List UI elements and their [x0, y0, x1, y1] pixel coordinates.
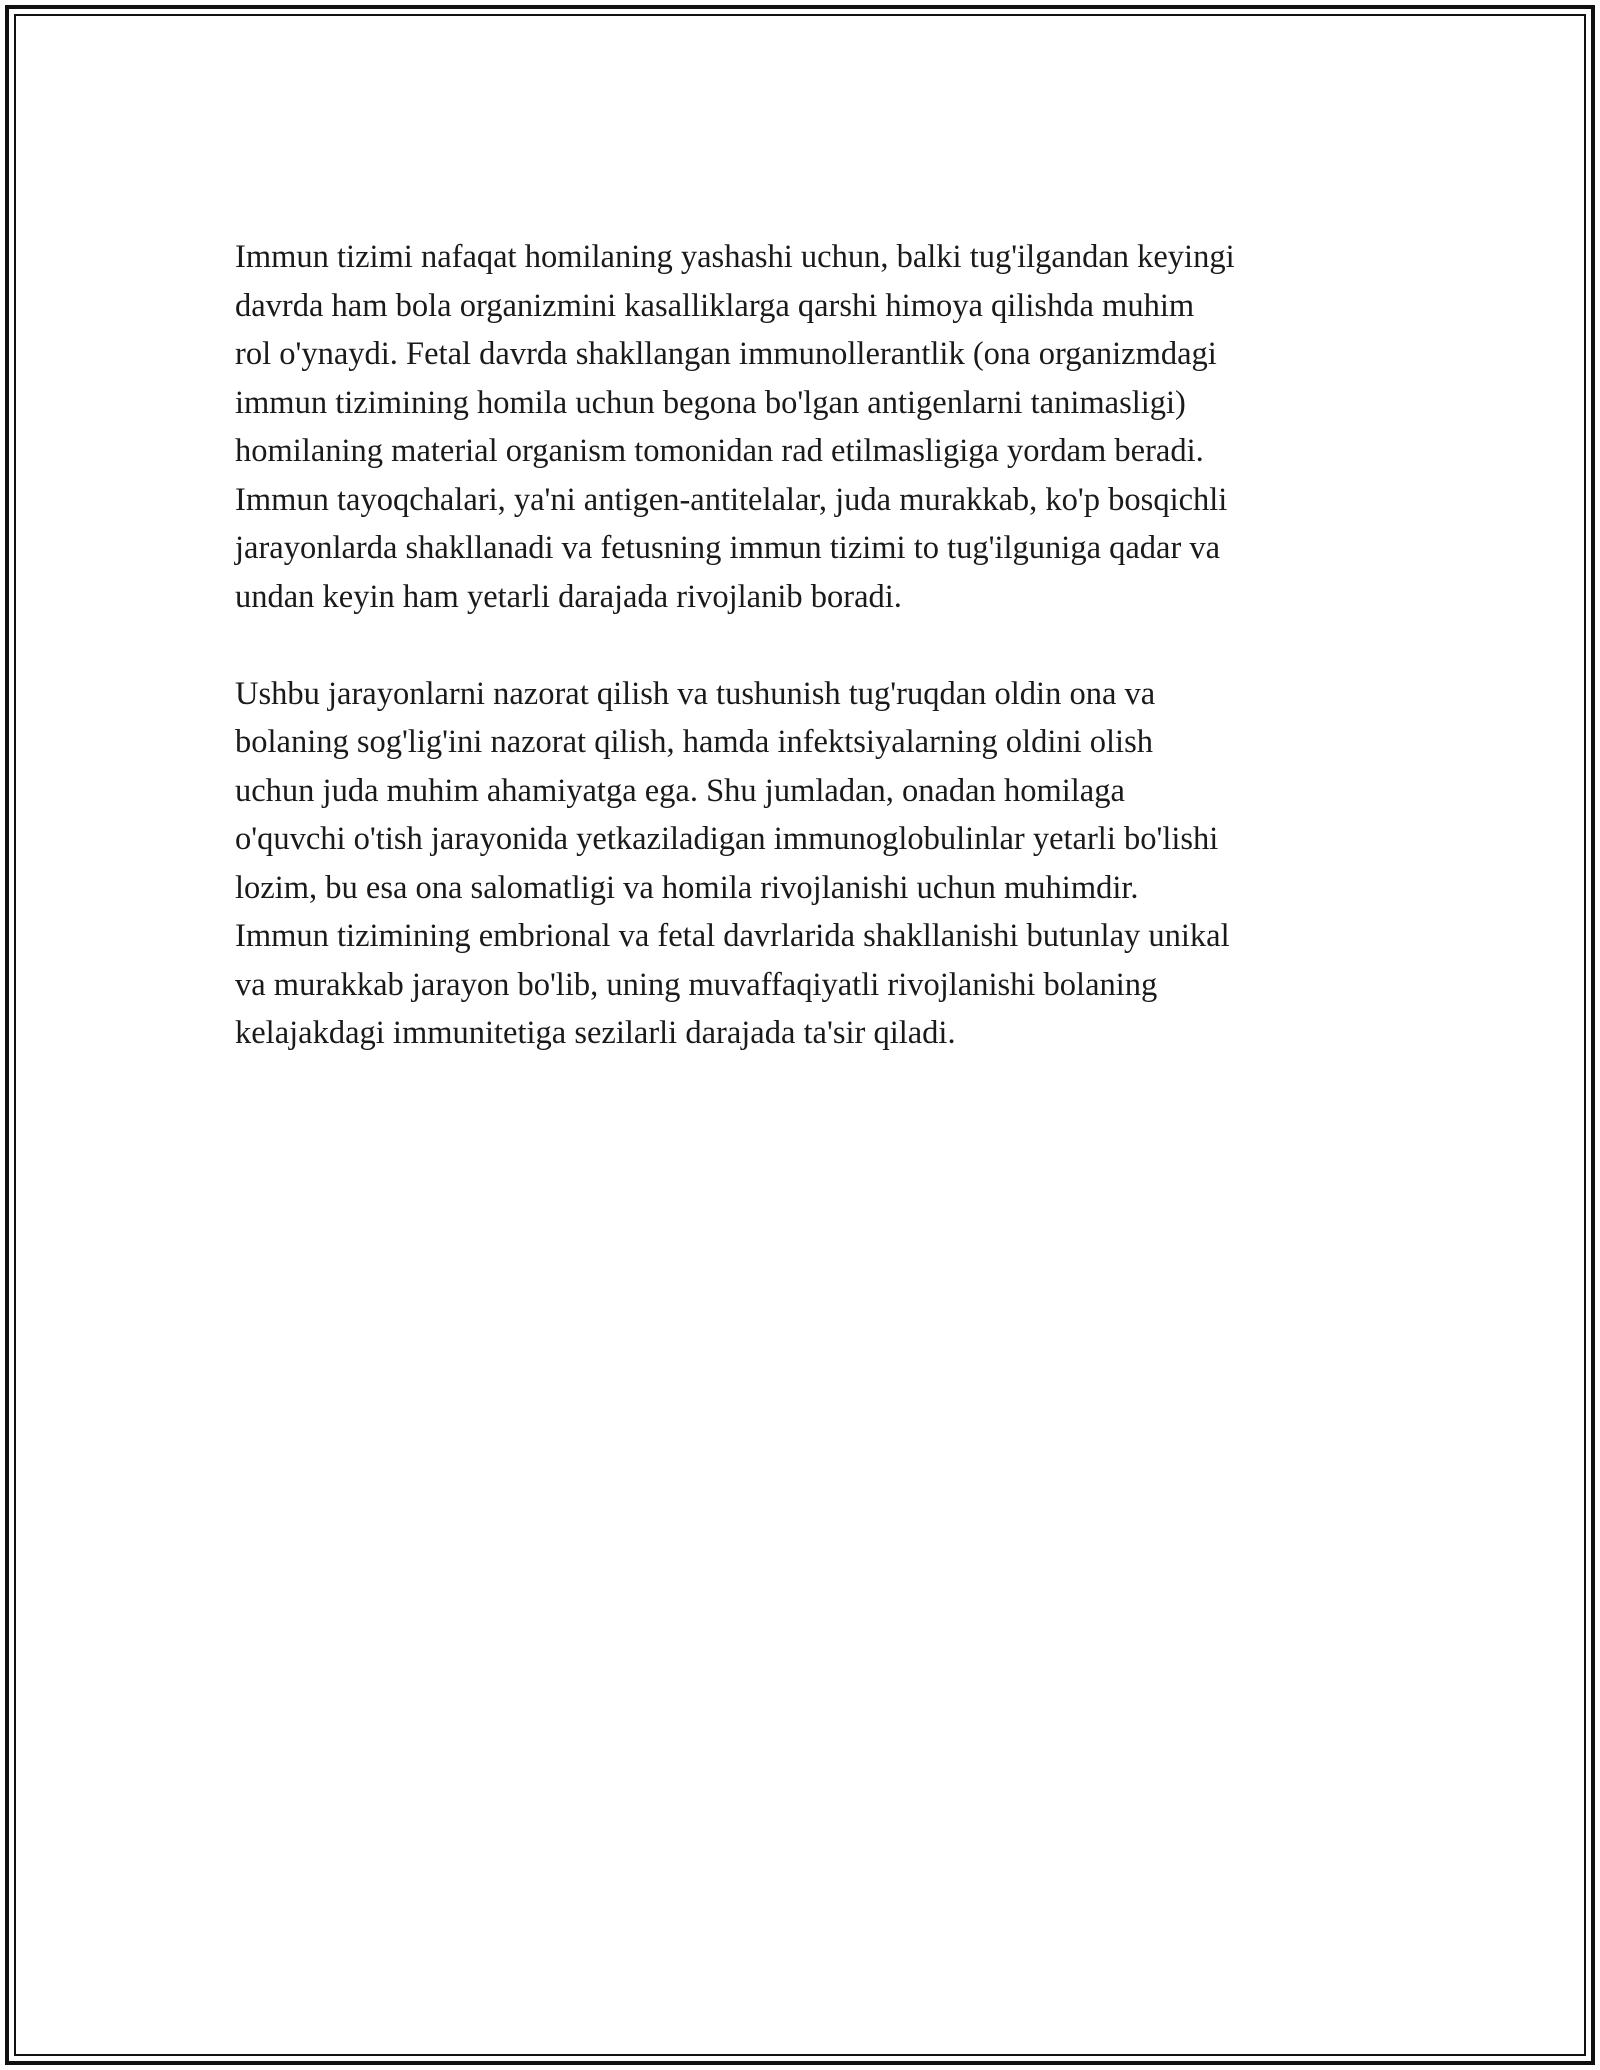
- text-line: uchun juda muhim ahamiyatga ega. Shu jumladan, onadan homilaga: [235, 772, 1125, 809]
- paragraph-2: [235, 670, 1375, 1058]
- document-body: [235, 233, 1375, 1058]
- paragraph-1: [235, 233, 1375, 621]
- text-line: va murakkab jarayon bo'lib, uning muvaffaqiyatli rivojlanishi bolaning: [235, 966, 1158, 1003]
- text-line: homilaning material organism tomonidan rad etilmasligiga yordam beradi.: [235, 433, 1204, 469]
- text-line: bolaning sog'lig'ini nazorat qilish, hamda infektsiyalarning oldini olish: [235, 724, 1153, 760]
- text-line: immun tizimining homila uchun begona bo'lgan antigenlarni tanimasligi): [235, 384, 1186, 421]
- text-line: rol o'ynaydi. Fetal davrda shakllangan immunollerantlik (ona organizmdagi: [235, 336, 1217, 372]
- text-line: Immun tizimining embrional va fetal davrlarida shakllanishi butunlay unikal: [235, 918, 1230, 954]
- text-line: undan keyin ham yetarli darajada rivojlanib boradi.: [235, 578, 902, 615]
- text-line: Ushbu jarayonlarni nazorat qilish va tushunish tug'ruqdan oldin ona va: [235, 675, 1156, 712]
- text-line: kelajakdagi immunitetiga sezilarli darajada ta'sir qiladi.: [235, 1015, 956, 1051]
- text-line: jarayonlarda shakllanadi va fetusning immun tizimi to tug'ilguniga qadar va: [235, 530, 1221, 566]
- text-line: Immun tayoqchalari, ya'ni antigen-antitelalar, juda murakkab, ko'p bosqichli: [235, 481, 1228, 518]
- text-line: o'quvchi o'tish jarayonida yetkaziladigan immunoglobulinlar yetarli bo'lishi: [235, 821, 1219, 857]
- text-line: Immun tizimi nafaqat homilaning yashashi uchun, balki tug'ilgandan keyingi: [235, 239, 1235, 275]
- text-line: davrda ham bola organizmini kasalliklarga qarshi himoya qilishda muhim: [235, 287, 1195, 324]
- text-line: lozim, bu esa ona salomatligi va homila rivojlanishi uchun muhimdir.: [235, 869, 1139, 906]
